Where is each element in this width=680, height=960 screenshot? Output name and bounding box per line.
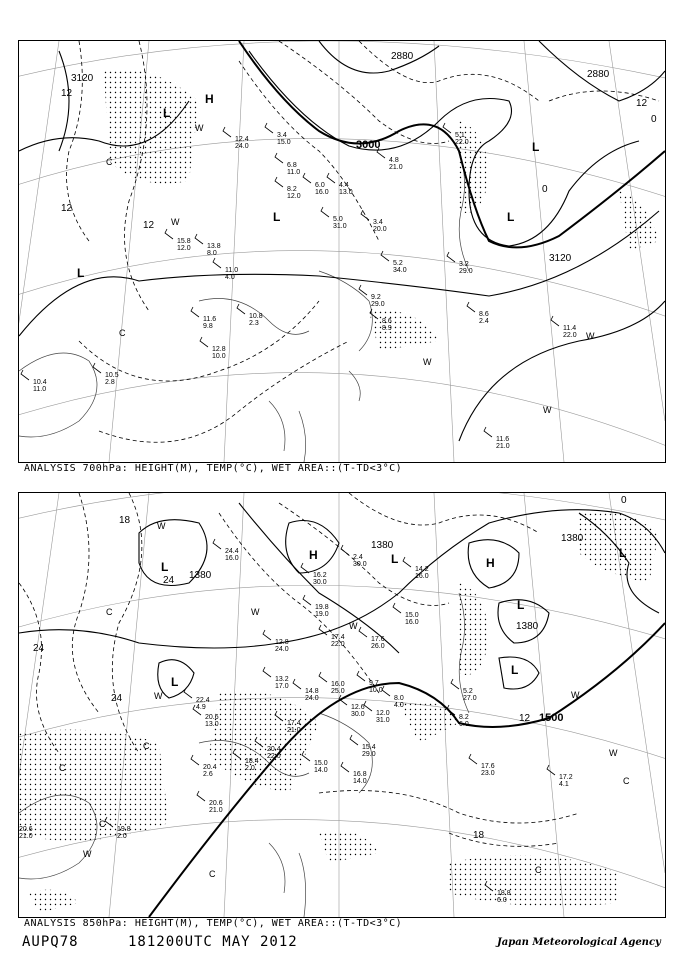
temp-label: 12 bbox=[61, 203, 73, 214]
station-plot bbox=[393, 603, 419, 626]
station-temp: 8.6 bbox=[479, 311, 489, 318]
station-dewpoint-depression: 11.0 bbox=[33, 386, 47, 393]
station-dewpoint-depression: 22.0 bbox=[331, 641, 345, 648]
station-dewpoint-depression: 20.0 bbox=[373, 226, 387, 233]
station-plot bbox=[213, 539, 239, 562]
station-plot bbox=[451, 679, 477, 702]
station-dewpoint-depression: 31.0 bbox=[333, 223, 347, 230]
station-temp: 13.8 bbox=[207, 243, 221, 250]
station-temp: 20.4 bbox=[267, 746, 281, 753]
station-temp: 20.6 bbox=[19, 826, 33, 833]
agency-name: Japan Meteorological Agency bbox=[497, 937, 661, 948]
station-temp: 8.2 bbox=[287, 186, 297, 193]
station-temp: 8.2 bbox=[459, 714, 469, 721]
wind-barb-icon bbox=[293, 679, 301, 689]
wind-barb-icon bbox=[364, 701, 372, 711]
station-dewpoint-depression: 2.3 bbox=[249, 320, 259, 327]
wind-barb-icon bbox=[451, 679, 459, 689]
station-temp: 19.8 bbox=[117, 826, 131, 833]
station-dewpoint-depression: 16.0 bbox=[315, 189, 329, 196]
station-temp: 16.0 bbox=[331, 681, 345, 688]
station-plot bbox=[263, 630, 289, 653]
cold-symbol: C bbox=[119, 328, 126, 338]
station-plot bbox=[223, 127, 249, 150]
station-dewpoint-depression: 19.0 bbox=[315, 611, 329, 618]
station-temp: 15.0 bbox=[405, 612, 419, 619]
wind-barb-icon bbox=[319, 672, 327, 682]
station-temp: 12.8 bbox=[275, 639, 289, 646]
station-dewpoint-depression: 10.0 bbox=[369, 687, 383, 694]
station-plot bbox=[319, 625, 345, 648]
station-plot bbox=[447, 252, 473, 275]
station-dewpoint-depression: 12.0 bbox=[177, 245, 191, 252]
station-dewpoint-depression: 27.0 bbox=[463, 695, 477, 702]
station-temp: 20.6 bbox=[209, 800, 223, 807]
low-center-symbol: L bbox=[273, 210, 281, 224]
station-plot bbox=[321, 207, 347, 230]
station-dewpoint-depression: 29.0 bbox=[459, 268, 473, 275]
station-temp: 20.4 bbox=[203, 764, 217, 771]
low-center-symbol: L bbox=[507, 210, 515, 224]
station-plot bbox=[303, 595, 329, 618]
station-plot bbox=[467, 302, 489, 325]
station-plot bbox=[184, 688, 210, 711]
wind-barb-icon bbox=[275, 153, 283, 163]
temp-label: 0 bbox=[542, 184, 548, 195]
station-dewpoint-depression: 30.0 bbox=[313, 579, 327, 586]
station-dewpoint-depression: 25.0 bbox=[331, 688, 345, 695]
station-dewpoint-depression: 29.0 bbox=[362, 751, 376, 758]
station-temp: 10.5 bbox=[105, 372, 119, 379]
station-temp: 24.4 bbox=[225, 548, 239, 555]
height-label: 1380 bbox=[371, 540, 394, 551]
cold-symbol: C bbox=[535, 865, 542, 875]
station-dewpoint-depression: 14.0 bbox=[314, 767, 328, 774]
wind-barb-icon bbox=[213, 258, 221, 268]
cold-symbol: C bbox=[59, 763, 66, 773]
station-plot bbox=[275, 153, 300, 176]
low-center-symbol: L bbox=[391, 552, 399, 566]
station-dewpoint-depression: 21.0 bbox=[209, 807, 223, 814]
station-temp: 12.8 bbox=[212, 346, 226, 353]
station-temp: 19.8 bbox=[315, 604, 329, 611]
station-temp: 3.4 bbox=[373, 219, 383, 226]
station-temp: 11.4 bbox=[563, 325, 577, 332]
station-temp: 18.8 bbox=[497, 890, 511, 897]
wind-barb-icon bbox=[200, 337, 208, 347]
wind-barb-icon bbox=[303, 173, 311, 183]
station-dewpoint-depression: 24.0 bbox=[275, 646, 289, 653]
station-temp: 18.4 bbox=[245, 758, 259, 765]
station-dewpoint-depression: 21.0 bbox=[19, 833, 33, 840]
station-dewpoint-depression: 2.0 bbox=[245, 765, 255, 772]
station-temp: 6.8 bbox=[287, 162, 297, 169]
wind-barb-icon bbox=[469, 754, 477, 764]
chart-code: AUPQ78 bbox=[22, 934, 79, 950]
station-dewpoint-depression: 26.0 bbox=[371, 643, 385, 650]
station-temp: 15.8 bbox=[177, 238, 191, 245]
station-dewpoint-depression: 22.0 bbox=[455, 139, 469, 146]
height-label: 1380 bbox=[561, 533, 584, 544]
cold-symbol: C bbox=[209, 869, 216, 879]
station-dewpoint-depression: 22.0 bbox=[267, 753, 281, 760]
low-center-symbol: L bbox=[161, 560, 169, 574]
wind-barb-icon bbox=[393, 603, 401, 613]
station-plot bbox=[551, 316, 577, 339]
station-dewpoint-depression: 2.6 bbox=[203, 771, 213, 778]
station-plot bbox=[275, 177, 301, 200]
temp-label: 12 bbox=[636, 98, 648, 109]
height-label: 2880 bbox=[587, 69, 610, 80]
station-plot bbox=[303, 173, 329, 196]
station-plot bbox=[359, 285, 385, 308]
coastline bbox=[19, 151, 469, 462]
station-dewpoint-depression: 16.0 bbox=[405, 619, 419, 626]
temp-label: 24 bbox=[33, 643, 45, 654]
station-temp: 3.4 bbox=[277, 132, 287, 139]
valid-time: 181200UTC MAY 2012 bbox=[128, 934, 298, 950]
station-dewpoint-depression: 4.0 bbox=[225, 274, 235, 281]
wind-barb-icon bbox=[197, 791, 205, 801]
station-plot bbox=[191, 755, 217, 778]
temp-label: 12 bbox=[61, 88, 73, 99]
station-temp: 9.7 bbox=[369, 680, 379, 687]
cold-symbol: C bbox=[143, 741, 150, 751]
station-dewpoint-depression: 23.0 bbox=[481, 770, 495, 777]
station-dewpoint-depression: 24.0 bbox=[235, 143, 249, 150]
map-700hpa-svg bbox=[19, 41, 665, 462]
high-center-symbol: H bbox=[486, 556, 495, 570]
wind-barb-icon bbox=[301, 563, 309, 573]
station-plot bbox=[165, 229, 191, 252]
station-dewpoint-depression: 30.0 bbox=[351, 711, 365, 718]
station-dewpoint-depression: 34.0 bbox=[393, 267, 407, 274]
wind-barb-icon bbox=[467, 302, 475, 312]
wind-barb-icon bbox=[191, 307, 199, 317]
station-temp: 16.8 bbox=[353, 771, 367, 778]
station-dewpoint-depression: 10.0 bbox=[212, 353, 226, 360]
wind-barb-icon bbox=[382, 686, 390, 696]
station-temp: 17.6 bbox=[481, 763, 495, 770]
wind-barb-icon bbox=[359, 627, 367, 637]
wind-barb-icon bbox=[223, 127, 231, 137]
wind-barb-icon bbox=[275, 177, 283, 187]
station-plot bbox=[341, 545, 367, 568]
warm-symbol: W bbox=[195, 123, 204, 133]
wind-barb-icon bbox=[265, 123, 273, 133]
temp-label: 0 bbox=[621, 495, 627, 506]
station-observations bbox=[21, 123, 577, 450]
station-plot bbox=[377, 148, 403, 171]
wind-barb-icon bbox=[21, 370, 29, 380]
station-dewpoint-depression: 24.0 bbox=[305, 695, 319, 702]
warm-symbol: W bbox=[423, 357, 432, 367]
station-temp: 22.4 bbox=[196, 697, 210, 704]
wind-barb-icon bbox=[350, 735, 358, 745]
station-temp: 4.8 bbox=[389, 157, 399, 164]
temp-label: 18 bbox=[473, 830, 485, 841]
station-temp: 14.8 bbox=[305, 688, 319, 695]
station-temp: 13.2 bbox=[275, 676, 289, 683]
station-plot bbox=[319, 672, 345, 695]
station-temp: 2.4 bbox=[353, 554, 363, 561]
station-plot bbox=[469, 754, 495, 777]
warm-symbol: W bbox=[543, 405, 552, 415]
low-center-symbol: L bbox=[171, 675, 179, 689]
height-label: 2880 bbox=[391, 51, 414, 62]
height-label: 1500 bbox=[539, 712, 564, 724]
high-center-symbol: H bbox=[205, 92, 214, 106]
station-temp: 17.4 bbox=[287, 720, 301, 727]
warm-symbol: W bbox=[171, 217, 180, 227]
station-dewpoint-depression: 15.0 bbox=[277, 139, 291, 146]
station-temp: 17.2 bbox=[559, 774, 573, 781]
station-dewpoint-depression: 6.0 bbox=[497, 897, 507, 904]
station-temp: 14.2 bbox=[415, 566, 429, 573]
station-dewpoint-depression: 13.0 bbox=[339, 189, 353, 196]
station-dewpoint-depression: 9.8 bbox=[203, 323, 213, 330]
station-dewpoint-depression: 2.4 bbox=[479, 318, 489, 325]
wind-barb-icon bbox=[341, 545, 349, 555]
wind-barb-icon bbox=[447, 252, 455, 262]
wind-barb-icon bbox=[403, 557, 411, 567]
station-temp: 10.8 bbox=[249, 313, 263, 320]
temp-label: 12 bbox=[519, 713, 531, 724]
station-temp: 17.4 bbox=[331, 634, 345, 641]
station-dewpoint-depression: 31.0 bbox=[376, 717, 390, 724]
station-dewpoint-depression: 29.0 bbox=[371, 301, 385, 308]
low-center-symbol: L bbox=[517, 598, 525, 612]
warm-symbol: W bbox=[609, 748, 618, 758]
wind-barb-icon bbox=[165, 229, 173, 239]
station-temp: 11.6 bbox=[203, 316, 217, 323]
low-center-symbol: L bbox=[163, 106, 171, 120]
station-temp: 8.0 bbox=[394, 695, 404, 702]
wind-barb-icon bbox=[263, 667, 271, 677]
wind-barb-icon bbox=[191, 755, 199, 765]
cold-symbol: C bbox=[106, 607, 113, 617]
station-plot bbox=[359, 627, 385, 650]
station-plot bbox=[21, 370, 47, 393]
height-label: 1380 bbox=[189, 570, 212, 581]
wind-barb-icon bbox=[237, 304, 245, 314]
station-dewpoint-depression: 21.0 bbox=[496, 443, 510, 450]
warm-symbol: W bbox=[571, 690, 580, 700]
station-dewpoint-depression: 4.0 bbox=[394, 702, 404, 709]
wind-barb-icon bbox=[361, 210, 369, 220]
height-label: 3120 bbox=[71, 73, 94, 84]
wind-barb-icon bbox=[551, 316, 559, 326]
station-dewpoint-depression: 21.0 bbox=[287, 727, 301, 734]
station-temp: 6.0 bbox=[315, 182, 325, 189]
station-dewpoint-depression: 16.0 bbox=[225, 555, 239, 562]
station-temp: 5.0 bbox=[333, 216, 343, 223]
panel-caption-700: ANALYSIS 700hPa: HEIGHT(M), TEMP(°C), WET AREA::(T-TD<3°C) bbox=[24, 463, 403, 474]
high-center-symbol: H bbox=[309, 548, 318, 562]
wind-barb-icon bbox=[303, 595, 311, 605]
station-dewpoint-depression: 22.0 bbox=[563, 332, 577, 339]
station-dewpoint-depression: 14.0 bbox=[353, 778, 367, 785]
height-label: 3000 bbox=[356, 139, 381, 151]
temp-label: 18 bbox=[119, 515, 131, 526]
temp-label: 24 bbox=[163, 575, 175, 586]
wind-barb-icon bbox=[381, 251, 389, 261]
station-dewpoint-depression: 13.0 bbox=[205, 721, 219, 728]
station-temp: 15.0 bbox=[314, 760, 328, 767]
station-plot bbox=[197, 791, 223, 814]
station-temp: 12.0 bbox=[376, 710, 390, 717]
temp-label: 24 bbox=[111, 693, 123, 704]
station-temp: 8.6 bbox=[382, 318, 392, 325]
station-plot bbox=[200, 337, 226, 360]
station-temp: 12.6 bbox=[351, 704, 365, 711]
wet-area bbox=[104, 69, 659, 351]
wind-barb-icon bbox=[213, 539, 221, 549]
station-temp: 11.0 bbox=[225, 267, 239, 274]
station-plot bbox=[263, 667, 289, 690]
station-dewpoint-depression: 6.0 bbox=[459, 721, 469, 728]
wind-barb-icon bbox=[184, 688, 192, 698]
station-plot bbox=[361, 210, 387, 233]
station-plot bbox=[195, 234, 221, 257]
wind-barb-icon bbox=[341, 762, 349, 772]
station-plot bbox=[484, 427, 510, 450]
wind-barb-icon bbox=[547, 765, 555, 775]
station-dewpoint-depression: 4.1 bbox=[559, 781, 569, 788]
warm-symbol: W bbox=[154, 691, 163, 701]
station-temp: 16.2 bbox=[313, 572, 327, 579]
map-panel-700hpa bbox=[18, 40, 666, 463]
station-temp: 11.6 bbox=[496, 436, 510, 443]
cold-symbol: C bbox=[623, 776, 630, 786]
low-center-symbol: L bbox=[511, 663, 519, 677]
station-plot bbox=[237, 304, 263, 327]
map-panel-850hpa bbox=[18, 492, 666, 918]
station-temp: 20.6 bbox=[205, 714, 219, 721]
station-plot bbox=[191, 307, 216, 330]
wind-barb-icon bbox=[357, 671, 365, 681]
warm-symbol: W bbox=[157, 521, 166, 531]
station-dewpoint-depression: 30.0 bbox=[353, 561, 367, 568]
temp-label: 12 bbox=[143, 220, 155, 231]
low-center-symbol: L bbox=[77, 266, 85, 280]
warm-symbol: W bbox=[586, 331, 595, 341]
station-plot bbox=[293, 679, 319, 702]
station-temp: 5.2 bbox=[393, 260, 403, 267]
station-dewpoint-depression: 2.8 bbox=[105, 379, 115, 386]
station-plot bbox=[364, 701, 390, 724]
station-temp: 4.4 bbox=[339, 182, 349, 189]
station-plot bbox=[265, 123, 291, 146]
station-plot bbox=[327, 173, 353, 196]
low-center-symbol: L bbox=[532, 140, 540, 154]
warm-symbol: W bbox=[83, 849, 92, 859]
station-plot bbox=[403, 557, 429, 580]
temp-label: 0 bbox=[651, 114, 657, 125]
low-center-symbol: L bbox=[619, 546, 627, 560]
height-label: 1380 bbox=[516, 621, 539, 632]
height-label: 3120 bbox=[549, 253, 572, 264]
panel-caption-850: ANALYSIS 850hPa: HEIGHT(M), TEMP(°C), WET AREA::(T-TD<3°C) bbox=[24, 918, 403, 929]
station-temp: 9.2 bbox=[371, 294, 381, 301]
station-temp: 17.6 bbox=[371, 636, 385, 643]
station-plot bbox=[213, 258, 238, 281]
station-temp: 5.1 bbox=[455, 132, 465, 139]
station-plot bbox=[302, 751, 328, 774]
station-temp: 15.4 bbox=[362, 744, 376, 751]
wind-barb-icon bbox=[321, 207, 329, 217]
wind-barb-icon bbox=[484, 427, 492, 437]
map-850hpa-svg bbox=[19, 493, 665, 917]
station-dewpoint-depression: 2.0 bbox=[117, 833, 127, 840]
station-dewpoint-depression: 16.0 bbox=[415, 573, 429, 580]
station-dewpoint-depression: 4.9 bbox=[196, 704, 206, 711]
station-dewpoint-depression: 12.0 bbox=[287, 193, 301, 200]
wind-barb-icon bbox=[327, 173, 335, 183]
station-dewpoint-depression: 8.9 bbox=[382, 325, 392, 332]
cold-symbol: C bbox=[106, 157, 113, 167]
station-dewpoint-depression: 11.0 bbox=[287, 169, 301, 176]
station-dewpoint-depression: 8.0 bbox=[207, 250, 217, 257]
station-dewpoint-depression: 21.0 bbox=[389, 164, 403, 171]
station-temp: 12.4 bbox=[235, 136, 249, 143]
station-temp: 3.2 bbox=[459, 261, 469, 268]
station-plot bbox=[382, 686, 404, 709]
station-observations bbox=[19, 539, 573, 904]
station-temp: 10.4 bbox=[33, 379, 47, 386]
cold-symbol: C bbox=[99, 819, 106, 829]
wind-barb-icon bbox=[263, 630, 271, 640]
station-temp: 5.2 bbox=[463, 688, 473, 695]
warm-symbol: W bbox=[251, 607, 260, 617]
warm-symbol: W bbox=[349, 621, 358, 631]
wind-barb-icon bbox=[195, 234, 203, 244]
station-dewpoint-depression: 17.0 bbox=[275, 683, 289, 690]
station-plot bbox=[341, 762, 367, 785]
station-plot bbox=[350, 735, 376, 758]
